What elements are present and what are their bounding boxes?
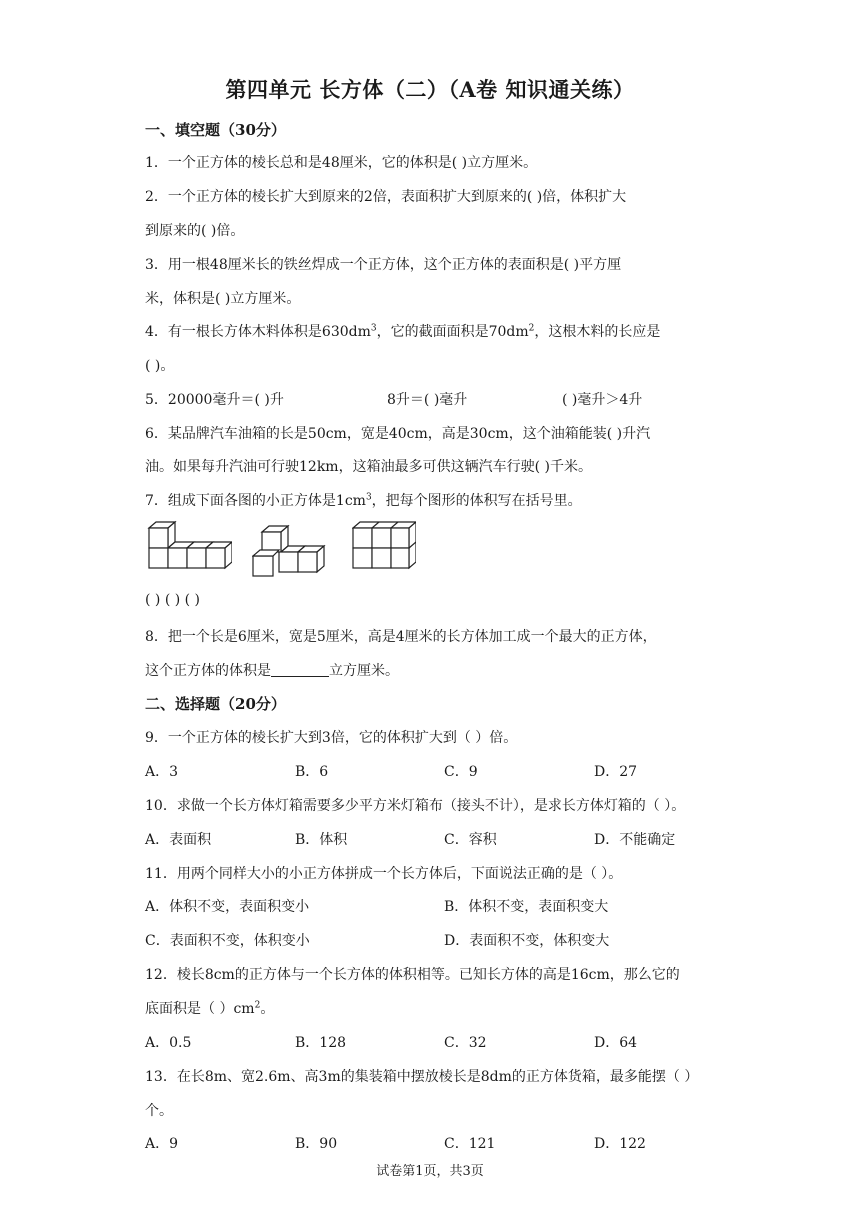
q9-option-b: B．6	[295, 764, 329, 780]
q4-sup-a: 3	[370, 323, 377, 334]
question-10: 10．求做一个长方体灯箱需要多少平方米灯箱布（接头不计），是求长方体灯箱的（ ）。	[145, 798, 686, 814]
question-4-line-1	[145, 321, 660, 341]
q11-option-b: B．体积不变，表面积变大	[444, 899, 609, 915]
page-title: 第四单元 长方体（二）（A卷 知识通关练）	[225, 77, 635, 102]
section-fill-in-heading: 一、填空题（30分）	[145, 121, 286, 139]
question-5-part-a: 5．20000毫升＝( )升	[145, 392, 284, 408]
q10-option-b: B．体积	[295, 832, 348, 848]
question-2-line-2: 到原来的( )倍。	[145, 223, 245, 239]
q12-text-b: 。	[260, 1001, 275, 1017]
q13-option-d: D．122	[594, 1136, 646, 1152]
answer-underline	[271, 662, 329, 677]
q12-option-c: C．32	[444, 1035, 487, 1051]
q10-option-d: D．不能确定	[594, 832, 676, 848]
q10-option-c: C．容积	[444, 832, 497, 848]
question-13-line-2: 个。	[145, 1103, 173, 1119]
cube-figure-2	[252, 520, 326, 578]
q9-option-c: C．9	[444, 764, 478, 780]
question-3-line-1: 3．用一根48厘米长的铁丝焊成一个正方体，这个正方体的表面积是( )平方厘	[145, 257, 622, 273]
q11-option-a: A．体积不变，表面积变小	[145, 899, 310, 915]
question-6-line-1: 6．某品牌汽车油箱的长是50cm，宽是40cm，高是30cm，这个油箱能装( )升汽	[145, 426, 651, 442]
q8-text-a: 这个正方体的体积是	[145, 663, 271, 679]
question-3-line-2: 米，体积是( )立方厘米。	[145, 291, 301, 307]
q13-option-a: A．9	[145, 1136, 179, 1152]
question-9: 9．一个正方体的棱长扩大到3倍，它的体积扩大到（ ）倍。	[145, 730, 518, 746]
question-2-line-1: 2．一个正方体的棱长扩大到原来的2倍，表面积扩大到原来的( )倍，体积扩大	[145, 189, 627, 205]
q12-sup: 2	[254, 1000, 261, 1011]
question-1: 1．一个正方体的棱长总和是48厘米，它的体积是( )立方厘米。	[145, 155, 538, 171]
question-5-part-b: 8升＝( )毫升	[387, 392, 468, 408]
question-8-line-2	[145, 660, 399, 680]
q12-text-a: 底面积是（ ）cm	[145, 1001, 255, 1017]
q12-option-d: D．64	[594, 1035, 638, 1051]
q11-option-d: D．表面积不变，体积变大	[444, 933, 610, 949]
q10-option-a: A．表面积	[145, 832, 212, 848]
q4-text-a: 4．有一根长方体木料体积是630dm	[145, 324, 371, 340]
question-12-line-2	[145, 998, 274, 1018]
page-footer: 试卷第1页，共3页	[376, 1164, 484, 1179]
q4-text-b: ，它的截面面积是70dm	[376, 324, 529, 340]
question-12-line-1: 12．棱长8cm的正方体与一个长方体的体积相等。已知长方体的高是16cm，那么它的	[145, 967, 680, 983]
question-5-part-c: ( )毫升＞4升	[562, 392, 643, 408]
cube-figure-3	[352, 520, 416, 570]
question-7	[145, 490, 582, 510]
question-8-line-1: 8．把一个长是6厘米，宽是5厘米，高是4厘米的长方体加工成一个最大的正方体，	[145, 629, 657, 645]
question-7-answer-blanks: ( ) ( ) ( )	[145, 592, 201, 608]
q9-option-a: A．3	[145, 764, 179, 780]
section-choice-heading: 二、选择题（20分）	[145, 695, 286, 713]
q9-option-d: D．27	[594, 764, 638, 780]
q7-text-b: ，把每个图形的体积写在括号里。	[371, 493, 582, 509]
q13-option-c: C．121	[444, 1136, 496, 1152]
q12-option-b: B．128	[295, 1035, 347, 1051]
q4-sup-b: 2	[528, 323, 535, 334]
question-6-line-2: 油。如果每升汽油可行驶12km，这箱油最多可供这辆汽车行驶( )千米。	[145, 459, 592, 475]
question-13-line-1: 13．在长8m、宽2.6m、高3m的集装箱中摆放棱长是8dm的正方体货箱，最多能摆（ ）	[145, 1069, 699, 1085]
q13-option-b: B．90	[295, 1136, 338, 1152]
q4-text-c: ，这根木料的长应是	[534, 324, 661, 340]
question-4-line-2: ( )。	[145, 358, 175, 374]
q11-option-c: C．表面积不变，体积变小	[145, 933, 310, 949]
cube-figure-1	[146, 520, 232, 570]
question-11: 11．用两个同样大小的小正方体拼成一个长方体后，下面说法正确的是（ ）。	[145, 866, 623, 882]
q7-text-a: 7．组成下面各图的小正方体是1cm	[145, 493, 366, 509]
q12-option-a: A．0.5	[145, 1035, 192, 1051]
q8-text-b: 立方厘米。	[329, 663, 399, 679]
q7-sup: 3	[365, 492, 372, 503]
